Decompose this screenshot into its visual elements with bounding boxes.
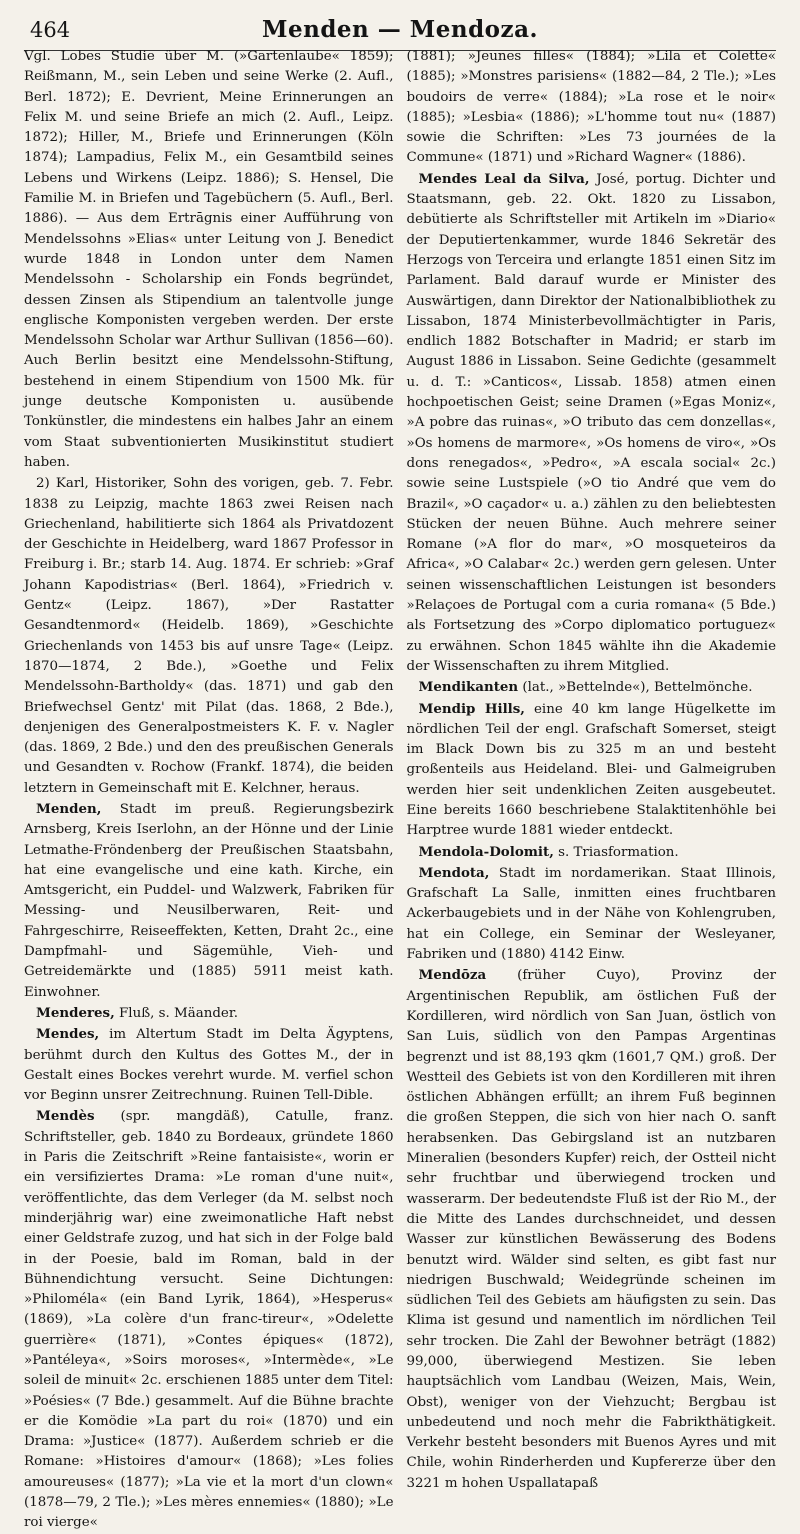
entry-text: Fluß, s. Mäander.	[114, 1005, 239, 1021]
right-column	[406, 46, 777, 1491]
entry-mendes	[24, 1024, 394, 1106]
entry-text: 2) Karl, Historiker, Sohn des vorigen, geb. 7. Febr. 1838 zu Leipzig, machte 1863 zwei Reisen nach Griechenland, habilitierte sich 1864 als Privatdozent der Geschichte in Heidelberg, ward 1867 Professor in Freiburg i. Br.; starb 14. Aug. 1874. Er schrieb: »Graf Johann Kapodistrias« (Berl. 1864), »Friedrich v. Gentz« (Leipz. 1867), »Der Rastatter Gesandtenmord« (Heidelb. 1869), »Geschichte Griechenlands von 1453 bis auf unsre Tage« (Leipz. 1870—1874, 2 Bde.), »Goethe und Felix Mendelssohn-Bartholdy« (das. 1871) und gab den Briefwechsel Gentz' mit Pilat (das. 1868, 2 Bde.), denjenigen des Generalpostmeisters K. F. v. Nagler (das. 1869, 2 Bde.) und den des preußischen Generals und Gesandten v. Rochow (Frankf. 1874), die beiden letztern in Gemeinschaft mit E. Kelchner, heraus.	[24, 476, 394, 796]
entry-headword: Menden,	[36, 800, 102, 817]
entry-paragraph	[407, 46, 777, 169]
entry-mendoza	[407, 965, 777, 1494]
entry-headword: Mendes Leal da Silva,	[418, 170, 590, 187]
text-columns	[24, 46, 776, 1531]
entry-headword: Mendikanten	[418, 679, 519, 696]
entry-text: Stadt im preuß. Regierungsbezirk Arnsberg, Kreis Iserlohn, an der Hönne und der Linie Letmathe-Fröndenberg der Preußischen Staatsbahn, hat eine evangelische und eine kath. Kirche, ein Amtsgericht, ein Puddel- und Walzwerk, Fabriken für Messing- und Neusilberwaren, Reit- und Fahrgeschirre, Reiseeffekten, Ketten, Draht 2c., eine Dampfmahl- und Sägemühle, Vieh- und Getreidemärkte und (1885) 5911 meist kath. Einwohner.	[24, 801, 394, 1000]
entry-headword: Mendès	[36, 1108, 95, 1125]
entry-menderes	[24, 1003, 394, 1024]
entry-paragraph	[24, 46, 394, 473]
entry-text: (lat., »Bettelnde«), Bettelmönche.	[518, 680, 753, 696]
running-head: Menden — Mendoza.	[262, 16, 538, 43]
entry-headword: Mendola-Dolomit,	[418, 843, 554, 860]
entry-paragraph	[24, 473, 394, 799]
entry-text: s. Triasformation.	[553, 844, 679, 860]
entry-headword: Mendota,	[418, 864, 490, 881]
left-column	[24, 46, 394, 1531]
entry-text: (früher Cuyo), Provinz der Argentinischen Republik, am östlichen Fuß der Kordilleren, wird nördlich von San Juan, östlich von San Luis, südlich von den Pampas Argentinas begrenzt und ist 88,193 qkm (1601,7 QM.) groß. Der Westteil des Gebiets ist von den Kordilleren mit ihren östlichen Abhängen erfüllt; an ihrem Fuß beginnen die großen Steppen, die sich von hier nach O. sanft herabsenken. Das Gebirgsland ist an nutzbaren Mineralien (besonders Kupfer) reich, der Ostteil nicht sehr fruchtbar und überwiegend trocken und wasserarm. Der bedeutendste Fluß ist der Rio M., der die Mitte des Landes durchschneidet, und dessen Wasser zur künstlichen Bewässerung des Bodens benutzt wird. Wälder sind selten, es gibt fast nur niedrigen Buschwald; Weidegründe scheinen im südlichen Teil des Gebiets am häufigsten zu sein. Das Klima ist gesund und namentlich im nördlichen Teil sehr trocken. Die Zahl der Bewohner beträgt (1882) 99,000, überwiegend Mestizen. Sie leben hauptsächlich vom Landbau (Weizen, Mais, Wein, Obst), weniger von der Viehzucht; Bergbau ist unbedeutend und noch mehr die Fabrikthätigkeit. Verkehr besteht besonders mit Buenos Ayres und mit Chile, wohin Rinderherden und Kupfererze über den 3221 m hohen Uspallatapaß	[406, 968, 776, 1491]
entry-text: Vgl. Lobes Studie über M. (»Gartenlaube« 1859); Reißmann, M., sein Leben und seine Werke (2. Aufl., Berl. 1872); E. Devrient, Meine Erinnerungen an Felix M. und seine Briefe an mich (2. Aufl., Leipz. 1872); Hiller, M., Briefe und Erinnerungen (Köln 1874); Lampadius, Felix M., ein Gesamtbild seines Lebens und Wirkens (Leipz. 1886); S. Hensel, Die Familie M. in Briefen und Tagebüchern (5. Aufl., Berl. 1886). — Aus dem Ertrāgnis einer Aufführung von Mendelssohns »Elias« unter Leitung von J. Benedict wurde 1848 in London unter dem Namen Mendelssohn - Scholarship ein Fonds begründet, dessen Zinsen als Stipendium an talentvolle junge englische Komponisten vergeben werden. Der erste Mendelssohn Scholar war Arthur Sullivan (1856—60). Auch Berlin besitzt eine Mendelssohn-Stiftung, bestehend in einem Stipendium von 1500 Mk. für junge deutsche Komponisten u. ausübende Tonkünstler, die mindestens ein halbes Jahr an einem vom Staat subventionierten Musikinstitut studiert haben.	[24, 49, 394, 470]
entry-mendes-catulle	[24, 1106, 394, 1533]
entry-mendota	[407, 863, 777, 965]
entry-text: Stadt im nordamerikan. Staat Illinois, Grafschaft La Salle, inmitten eines fruchtbaren Ackerbaugebiets und in der Nähe von Kohlengruben, hat ein College, ein Seminar der Wesleyaner, Fabriken und (1880) 4142 Einw.	[406, 865, 776, 963]
entry-headword: Mendōza	[418, 967, 487, 984]
entry-mendes-leal	[407, 169, 777, 677]
entry-headword: Mendip Hills,	[418, 700, 525, 717]
entry-menden	[24, 799, 394, 1003]
entry-headword: Menderes,	[36, 1004, 115, 1021]
entry-text: eine 40 km lange Hügelkette im nördlichen Teil der engl. Grafschaft Somerset, steigt im Black Down bis zu 325 m an und besteht großenteils aus Heideland. Blei- und Galmeigruben werden hier seit undenklichen Zeiten ausgebeutet. Eine bereits 1660 beschriebene Stalaktitenhöhle bei Harptree wurde 1881 wieder entdeckt.	[406, 701, 776, 839]
entry-mendikanten	[407, 677, 777, 698]
entry-text: (spr. mangdäß), Catulle, franz. Schriftsteller, geb. 1840 zu Bordeaux, gründete 1860 in Paris die Zeitschrift »Reine fantaisiste«, worin er ein versifiziertes Drama: »Le roman d'une nuit«, veröffentlichte, das dem Verleger (da M. selbst noch minderjährig war) eine zweimonatliche Haft nebst einer Geldstrafe zuzog, und hat sich in der Folge bald in der Poesie, bald im Roman, bald in der Bühnendichtung versucht. Seine Dichtungen: »Philoméla« (ein Band Lyrik, 1864), »Hesperus« (1869), »La colère d'un franc-tireur«, »Odelette guerrière« (1871), »Contes épiques« (1872), »Pantéleya«, »Soirs moroses«, »Intermède«, »Le soleil de minuit« 2c. erschienen 1885 unter dem Titel: »Poésies« (7 Bde.) gesammelt. Auf die Bühne brachte er die Komödie »La part du roi« (1870) und ein Drama: »Justice« (1877). Außerdem schrieb er die Romane: »Histoires d'amour« (1868); »Les folies amoureuses« (1877); »La vie et la mort d'un clown« (1878—79, 2 Tle.); »Les mères ennemies« (1880); »Le roi vierge«	[24, 1109, 394, 1531]
entry-text: im Altertum Stadt im Delta Ägyptens, berühmt durch den Kultus des Gottes M., der in Gestalt eines Bockes verehrt wurde. M. verfiel schon vor Beginn unsrer Zeitrechnung. Ruinen Tell-Dible.	[24, 1027, 394, 1104]
entry-text: José, portug. Dichter und Staatsmann, geb. 22. Okt. 1820 zu Lissabon, debütierte als Schriftsteller mit Artikeln im »Diario« der Deputiertenkammer, wurde 1846 Sekretär des Herzogs von Terceira und erlangte 1851 einen Sitz im Parlament. Bald darauf wurde er Minister des Auswärtigen, dann Direktor der Nationalbibliothek zu Lissabon, 1874 Ministerbevollmächtigter in Paris, endlich 1882 Botschafter in Madrid; er starb im August 1886 in Lissabon. Seine Gedichte (gesammelt u. d. T.: »Canticos«, Lissab. 1858) atmen einen hochpoetischen Geist; seine Dramen (»Egas Moniz«, »A pobre das ruinas«, »O tributo das cem donzellas«, »Os homens de marmore«, »Os homens de viro«, »Os dons renegados«, »Pedro«, »A escala social« 2c.) sowie seine Lustspiele (»O tio André que vem do Brazil«, »O caçador« u. a.) zählen zu den beliebtesten Stücken der neuen Bühne. Auch mehrere seiner Romane (»A flor do mar«, »O mosqueteiros da Africa«, »O Calabar« 2c.) werden gern gelesen. Unter seinen wissenschaftlichen Leistungen ist besonders »Relaçoes de Portugal com a curia romana« (5 Bde.) als Fortsetzung des »Corpo diplomatico portuguez« zu erwähnen. Schon 1845 wählte ihn die Akademie der Wissenschaften zu ihrem Mitglied.	[406, 171, 776, 674]
entry-mendip-hills	[407, 699, 777, 842]
page-number: 464	[30, 18, 71, 42]
entry-headword: Mendes,	[36, 1026, 100, 1043]
page-header	[24, 10, 776, 51]
entry-mendola-dolomit	[407, 842, 777, 863]
entry-text: (1881); »Jeunes filles« (1884); »Lila et Colette« (1885); »Monstres parisiens« (1882—84, 2 Tle.); »Les boudoirs de verre« (1884); »La rose et le noir« (1885); »Lesbia« (1886); »L'homme tout nu« (1887) sowie die Schriften: »Les 73 journées de la Commune« (1871) und »Richard Wagner« (1886).	[406, 49, 776, 166]
